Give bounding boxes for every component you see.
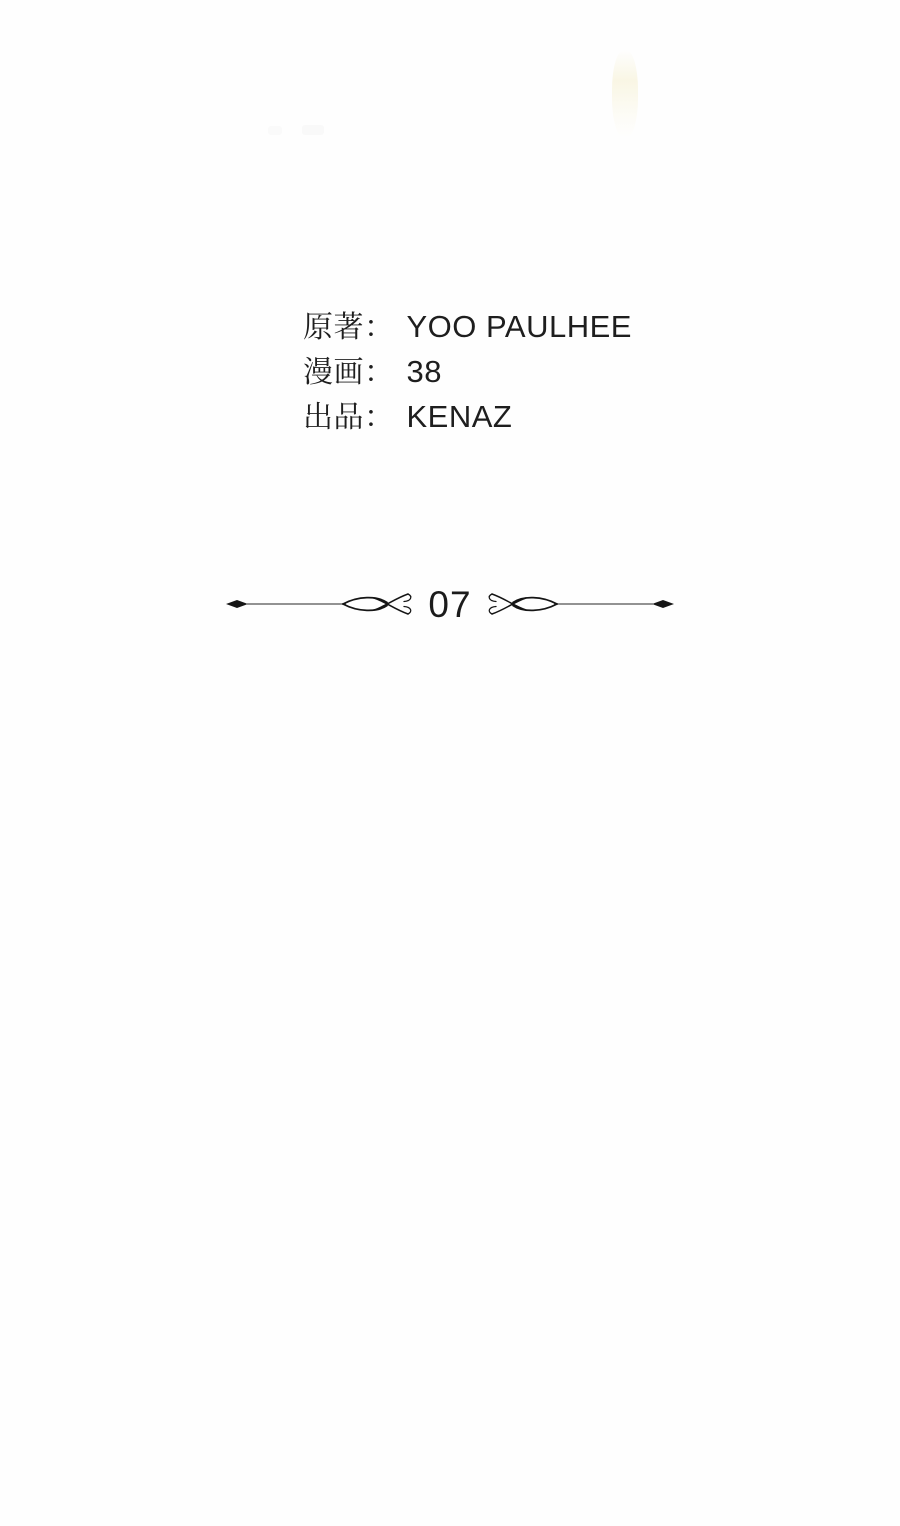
faint-smudge [302,125,324,135]
faint-scan-artifact [612,50,638,138]
credit-label: 漫画 [303,356,364,389]
credit-colon: ： [364,401,395,434]
credit-label: 出品 [303,401,364,434]
chapter-divider [0,578,900,630]
credit-line-producer [303,392,632,437]
credit-value: 38 [406,354,442,389]
credit-line-original-author [303,302,632,347]
credit-line-artist [303,347,632,392]
chapter-number: 07 [428,583,472,625]
divider-right-ornament-icon [484,588,676,620]
credit-value: YOO PAULHEE [406,309,632,344]
divider-left-ornament-icon [224,588,416,620]
credit-colon: ： [364,356,395,389]
credit-value: KENAZ [406,399,513,434]
credit-colon: ： [364,311,395,344]
credit-label: 原著 [303,311,364,344]
faint-smudge [268,126,282,135]
credits-block [303,302,632,437]
